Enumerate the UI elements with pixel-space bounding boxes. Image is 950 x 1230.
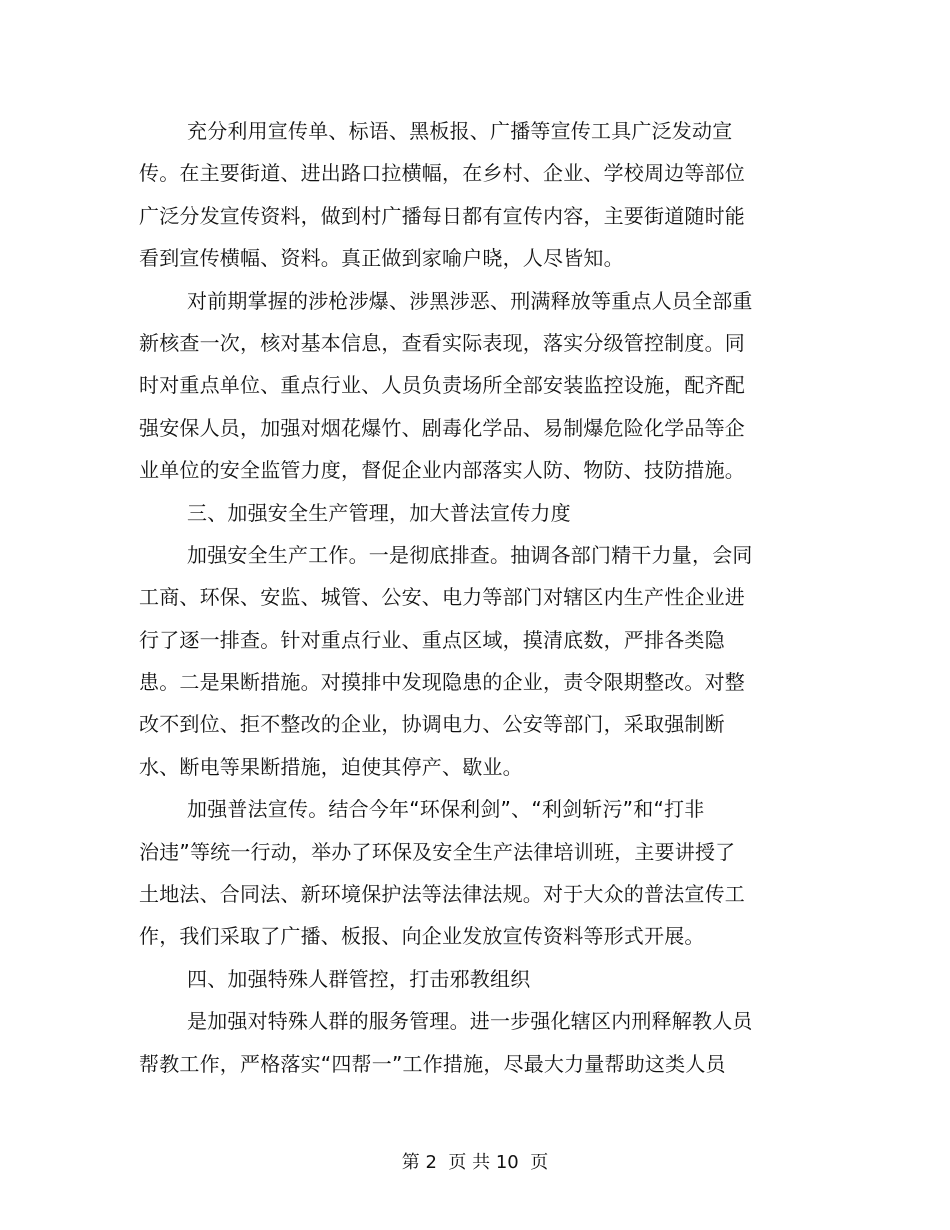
text-line: 加强安全生产工作。一是彻底排查。抽调各部门精干力量，会同: [187, 542, 753, 567]
text-line: 新核查一次，核对基本信息，查看实际表现，落实分级管控制度。同: [139, 330, 745, 355]
text-line: 治违”等统一行动，举办了环保及安全生产法律培训班，主要讲授了: [139, 839, 736, 864]
section-heading: 三、加强安全生产管理，加大普法宣传力度: [187, 500, 571, 525]
text-line: 看到宣传横幅、资料。真正做到家喻户晓，人尽皆知。: [139, 246, 624, 271]
text-line: 传。在主要街道、进出路口拉横幅，在乡村、企业、学校周边等部位: [139, 161, 745, 186]
section-heading: 四、加强特殊人群管控，打击邪教组织: [187, 966, 531, 991]
page-footer: 第 2 页 共 10 页: [401, 1152, 549, 1173]
text-line: 业单位的安全监管力度，督促企业内部落实人防、物防、技防措施。: [139, 458, 745, 483]
text-line: 是加强对特殊人群的服务管理。进一步强化辖区内刑释解教人员: [187, 1009, 753, 1034]
text-line: 帮教工作，严格落实“四帮一”工作措施，尽最大力量帮助这类人员: [139, 1051, 726, 1076]
text-line: 加强普法宣传。结合今年“环保利剑”、“利剑斩污”和“打非: [187, 797, 705, 822]
text-line: 改不到位、拒不整改的企业，协调电力、公安等部门，采取强制断: [139, 712, 725, 737]
text-line: 土地法、合同法、新环境保护法等法律法规。对于大众的普法宣传工: [139, 882, 745, 907]
text-line: 广泛分发宣传资料，做到村广播每日都有宣传内容，主要街道随时能: [139, 203, 745, 228]
text-line: 工商、环保、安监、城管、公安、电力等部门对辖区内生产性企业进: [139, 585, 745, 610]
text-line: 时对重点单位、重点行业、人员负责场所全部安装监控设施，配齐配: [139, 373, 745, 398]
text-line: 强安保人员，加强对烟花爆竹、剧毒化学品、易制爆危险化学品等企: [139, 415, 745, 440]
text-line: 水、断电等果断措施，迫使其停产、歇业。: [139, 754, 523, 779]
text-line: 作，我们采取了广播、板报、向企业发放宣传资料等形式开展。: [139, 924, 705, 949]
text-line: 对前期掌握的涉枪涉爆、涉黑涉恶、刑满释放等重点人员全部重: [187, 288, 753, 313]
text-line: 行了逐一排查。针对重点行业、重点区域，摸清底数，严排各类隐: [139, 627, 725, 652]
text-line: 患。二是果断措施。对摸排中发现隐患的企业，责令限期整改。对整: [139, 670, 745, 695]
body-text: [139, 110, 759, 1085]
text-line: 充分利用宣传单、标语、黑板报、广播等宣传工具广泛发动宣: [187, 119, 733, 143]
